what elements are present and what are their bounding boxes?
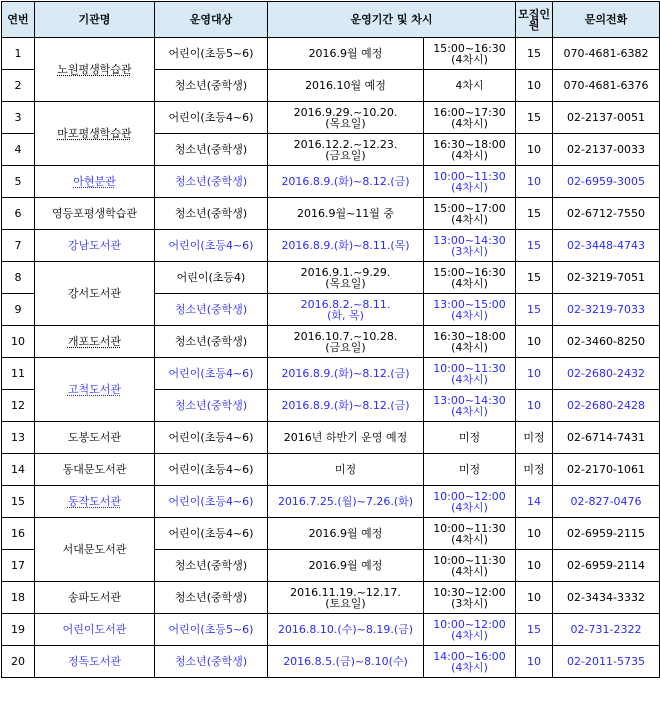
session-cell: 13:00~15:00 (4차시) — [424, 294, 516, 326]
period-cell: 2016.8.10.(수)~8.19.(금) — [268, 614, 424, 646]
target-group: 청소년(중학생) — [155, 70, 268, 102]
capacity-cell: 15 — [516, 614, 553, 646]
phone-cell: 070-4681-6376 — [553, 70, 660, 102]
capacity-cell: 15 — [516, 230, 553, 262]
session-cell: 13:00~14:30 (4차시) — [424, 390, 516, 422]
capacity-cell: 15 — [516, 294, 553, 326]
period-cell: 2016.9.1.~9.29. (목요일) — [268, 262, 424, 294]
header-capacity: 모집인원 — [516, 2, 553, 38]
table-row — [2, 230, 660, 262]
row-number: 18 — [2, 582, 35, 614]
phone-cell: 02-6959-2115 — [553, 518, 660, 550]
table-row — [2, 198, 660, 230]
target-group: 어린이(초등4~6) — [155, 102, 268, 134]
target-group: 청소년(중학생) — [155, 582, 268, 614]
session-cell: 10:00~11:30 (4차시) — [424, 550, 516, 582]
phone-cell: 02-2680-2428 — [553, 390, 660, 422]
session-cell: 10:00~11:30 (4차시) — [424, 518, 516, 550]
row-number: 8 — [2, 262, 35, 294]
period-cell: 2016.9월 예정 — [268, 38, 424, 70]
session-cell: 미정 — [424, 422, 516, 454]
row-number: 12 — [2, 390, 35, 422]
library-name: 개포도서관 — [35, 326, 155, 358]
session-cell: 10:00~11:30 (4차시) — [424, 358, 516, 390]
session-cell: 16:30~18:00 (4차시) — [424, 134, 516, 166]
capacity-cell: 15 — [516, 198, 553, 230]
capacity-cell: 10 — [516, 550, 553, 582]
target-group: 어린이(초등4~6) — [155, 454, 268, 486]
row-number: 1 — [2, 38, 35, 70]
table-row — [2, 518, 660, 550]
row-number: 11 — [2, 358, 35, 390]
capacity-cell: 10 — [516, 582, 553, 614]
target-group: 어린이(초등5~6) — [155, 614, 268, 646]
period-cell: 2016.9월~11월 중 — [268, 198, 424, 230]
capacity-cell: 15 — [516, 262, 553, 294]
library-name: 강서도서관 — [35, 262, 155, 326]
target-group: 어린이(초등4~6) — [155, 230, 268, 262]
target-group: 청소년(중학생) — [155, 550, 268, 582]
period-cell: 2016.9월 예정 — [268, 518, 424, 550]
library-name: 강남도서관 — [35, 230, 155, 262]
capacity-cell: 미정 — [516, 422, 553, 454]
phone-cell: 070-4681-6382 — [553, 38, 660, 70]
phone-cell: 02-6959-2114 — [553, 550, 660, 582]
phone-cell: 02-731-2322 — [553, 614, 660, 646]
row-number: 6 — [2, 198, 35, 230]
header-target: 운영대상 — [155, 2, 268, 38]
row-number: 19 — [2, 614, 35, 646]
capacity-cell: 10 — [516, 358, 553, 390]
period-cell: 2016년 하반기 운영 예정 — [268, 422, 424, 454]
capacity-cell: 14 — [516, 486, 553, 518]
library-name: 노원평생학습관 — [35, 38, 155, 102]
session-cell: 15:00~16:30 (4차시) — [424, 262, 516, 294]
table-row — [2, 646, 660, 678]
capacity-cell: 15 — [516, 38, 553, 70]
table-row — [2, 102, 660, 134]
session-cell: 미정 — [424, 454, 516, 486]
row-number: 9 — [2, 294, 35, 326]
library-name: 영등포평생학습관 — [35, 198, 155, 230]
row-number: 20 — [2, 646, 35, 678]
header-row — [2, 2, 660, 38]
session-cell: 15:00~16:30 (4차시) — [424, 38, 516, 70]
target-group: 어린이(초등4~6) — [155, 486, 268, 518]
phone-cell: 02-2137-0051 — [553, 102, 660, 134]
phone-cell: 02-2680-2432 — [553, 358, 660, 390]
session-cell: 4차시 — [424, 70, 516, 102]
library-name: 송파도서관 — [35, 582, 155, 614]
phone-cell: 02-3434-3332 — [553, 582, 660, 614]
header-library: 기관명 — [35, 2, 155, 38]
header-no: 연번 — [2, 2, 35, 38]
row-number: 2 — [2, 70, 35, 102]
target-group: 청소년(중학생) — [155, 294, 268, 326]
capacity-cell: 10 — [516, 166, 553, 198]
row-number: 17 — [2, 550, 35, 582]
phone-cell: 02-6714-7431 — [553, 422, 660, 454]
phone-cell: 02-3448-4743 — [553, 230, 660, 262]
header-period: 운영기간 및 차시 — [268, 2, 516, 38]
phone-cell: 02-2137-0033 — [553, 134, 660, 166]
period-cell: 미정 — [268, 454, 424, 486]
period-cell: 2016.10.7.~10.28. (금요일) — [268, 326, 424, 358]
target-group: 어린이(초등4) — [155, 262, 268, 294]
session-cell: 10:30~12:00 (3차시) — [424, 582, 516, 614]
library-name: 도봉도서관 — [35, 422, 155, 454]
session-cell: 10:00~11:30 (4차시) — [424, 166, 516, 198]
capacity-cell: 10 — [516, 326, 553, 358]
phone-cell: 02-2011-5735 — [553, 646, 660, 678]
row-number: 7 — [2, 230, 35, 262]
period-cell: 2016.8.2.~8.11. (화, 목) — [268, 294, 424, 326]
capacity-cell: 10 — [516, 646, 553, 678]
library-name: 고척도서관 — [35, 358, 155, 422]
header-phone: 문의전화 — [553, 2, 660, 38]
period-cell: 2016.10월 예정 — [268, 70, 424, 102]
capacity-cell: 10 — [516, 134, 553, 166]
row-number: 13 — [2, 422, 35, 454]
session-cell: 16:00~17:30 (4차시) — [424, 102, 516, 134]
target-group: 청소년(중학생) — [155, 390, 268, 422]
phone-cell: 02-827-0476 — [553, 486, 660, 518]
capacity-cell: 10 — [516, 390, 553, 422]
capacity-cell: 10 — [516, 518, 553, 550]
row-number: 10 — [2, 326, 35, 358]
row-number: 3 — [2, 102, 35, 134]
period-cell: 2016.12.2.~12.23. (금요일) — [268, 134, 424, 166]
table-row — [2, 358, 660, 390]
session-cell: 16:30~18:00 (4차시) — [424, 326, 516, 358]
phone-cell: 02-6959-3005 — [553, 166, 660, 198]
table-row — [2, 614, 660, 646]
row-number: 16 — [2, 518, 35, 550]
row-number: 14 — [2, 454, 35, 486]
phone-cell: 02-3219-7033 — [553, 294, 660, 326]
session-cell: 13:00~14:30 (3차시) — [424, 230, 516, 262]
target-group: 어린이(초등5~6) — [155, 38, 268, 70]
target-group: 청소년(중학생) — [155, 166, 268, 198]
target-group: 어린이(초등4~6) — [155, 518, 268, 550]
table-row — [2, 38, 660, 70]
period-cell: 2016.9월 예정 — [268, 550, 424, 582]
row-number: 5 — [2, 166, 35, 198]
target-group: 청소년(중학생) — [155, 134, 268, 166]
table-row — [2, 486, 660, 518]
period-cell: 2016.8.9.(화)~8.12.(금) — [268, 166, 424, 198]
table-row — [2, 454, 660, 486]
library-name: 동작도서관 — [35, 486, 155, 518]
target-group: 어린이(초등4~6) — [155, 422, 268, 454]
period-cell: 2016.7.25.(월)~7.26.(화) — [268, 486, 424, 518]
table-row — [2, 582, 660, 614]
session-cell: 15:00~17:00 (4차시) — [424, 198, 516, 230]
library-name: 동대문도서관 — [35, 454, 155, 486]
target-group: 청소년(중학생) — [155, 646, 268, 678]
program-table — [1, 1, 660, 678]
period-cell: 2016.9.29.~10.20. (목요일) — [268, 102, 424, 134]
target-group: 어린이(초등4~6) — [155, 358, 268, 390]
table-row — [2, 326, 660, 358]
target-group: 청소년(중학생) — [155, 326, 268, 358]
capacity-cell: 15 — [516, 102, 553, 134]
table-row — [2, 166, 660, 198]
capacity-cell: 미정 — [516, 454, 553, 486]
session-cell: 10:00~12:00 (4차시) — [424, 614, 516, 646]
period-cell: 2016.11.19.~12.17. (토요일) — [268, 582, 424, 614]
row-number: 15 — [2, 486, 35, 518]
library-name: 정독도서관 — [35, 646, 155, 678]
table-row — [2, 262, 660, 294]
period-cell: 2016.8.9.(화)~8.12.(금) — [268, 390, 424, 422]
library-name: 어린이도서관 — [35, 614, 155, 646]
capacity-cell: 10 — [516, 70, 553, 102]
row-number: 4 — [2, 134, 35, 166]
session-cell: 10:00~12:00 (4차시) — [424, 486, 516, 518]
period-cell: 2016.8.5.(금)~8.10(수) — [268, 646, 424, 678]
library-name: 서대문도서관 — [35, 518, 155, 582]
phone-cell: 02-3219-7051 — [553, 262, 660, 294]
phone-cell: 02-6712-7550 — [553, 198, 660, 230]
library-name: 마포평생학습관 — [35, 102, 155, 166]
session-cell: 14:00~16:00 (4차시) — [424, 646, 516, 678]
phone-cell: 02-3460-8250 — [553, 326, 660, 358]
period-cell: 2016.8.9.(화)~8.11.(목) — [268, 230, 424, 262]
phone-cell: 02-2170-1061 — [553, 454, 660, 486]
table-row — [2, 422, 660, 454]
target-group: 청소년(중학생) — [155, 198, 268, 230]
library-name: 아현분관 — [35, 166, 155, 198]
period-cell: 2016.8.9.(화)~8.12.(금) — [268, 358, 424, 390]
